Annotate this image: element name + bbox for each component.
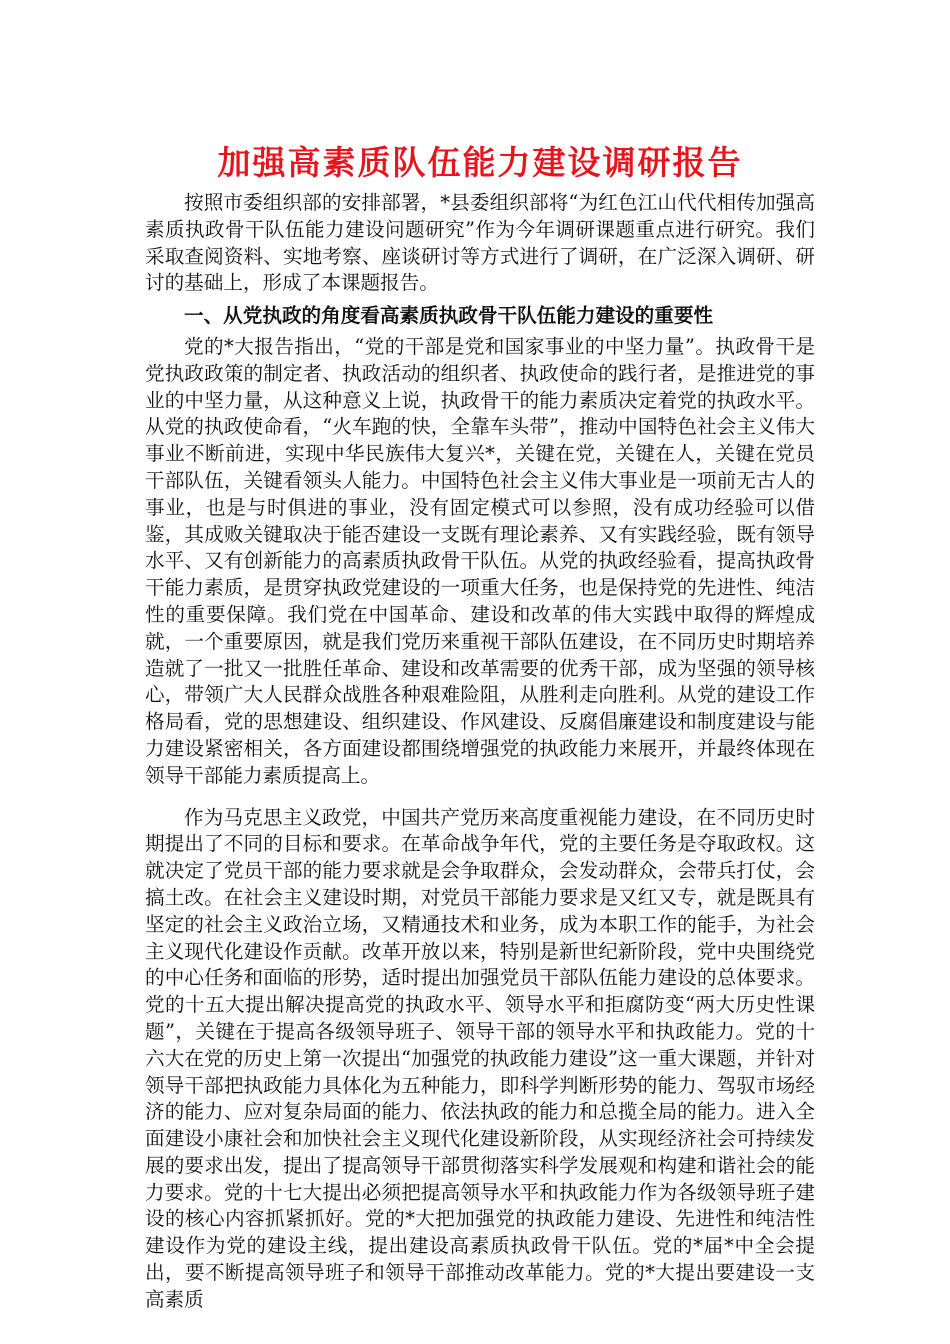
section-heading: 一、从党执政的角度看高素质执政骨干队伍能力建设的重要性: [184, 304, 714, 328]
body-paragraph: 作为马克思主义政党，中国共产党历来高度重视能力建设，在不同历史时期提出了不同的目标和要求。在革命战争年代，党的主要任务是夺取政权。这就决定了党员干部的能力要求就是会争取群众，会发动群众，会带兵打仗，会搞土改。在社会主义建设时期，对党员干部能力要求是又红又专，就是既具有坚定的社会主义政治立场，又精通技术和业务，成为本职工作的能手，为社会主义现代化建设作贡献。改革开放以来，特别是新世纪新阶段，党中央围绕党的中心任务和面临的形势，适时提出加强党员干部队伍能力建设的总体要求。党的十五大提出解决提高党的执政水平、领导水平和拒腐防变“两大历史性课题”，关键在于提高各级领导班子、领导干部的领导水平和执政能力。党的十六大在党的历史上第一次提出“加强党的执政能力建设”这一重大课题，并针对领导干部把执政能力具体化为五种能力，即科学判断形势的能力、驾驭市场经济的能力、应对复杂局面的能力、依法执政的能力和总揽全局的能力。进入全面建设小康社会和加快社会主义现代化建设新阶段，从实现经济社会可持续发展的要求出发，提出了提高领导干部贯彻落实科学发展观和构建和谐社会的能力要求。党的十七大提出必须把提高领导水平和执政能力作为各级领导班子建设的核心内容抓紧抓好。党的*大把加强党的执政能力建设、先进性和纯洁性建设作为党的建设主线，提出建设高素质执政骨干队伍。党的*届*中全会提出，要不断提高领导班子和领导干部推动改革能力。党的*大提出要建设一支高素质: [145, 805, 815, 1311]
document-title: 加强高素质队伍能力建设调研报告: [217, 143, 743, 182]
document-page: [145, 140, 815, 1314]
body-paragraph: 党的*大报告指出，“党的干部是党和国家事业的中坚力量”。执政骨干是党执政政策的制定者、执政活动的组织者、执政使命的践行者，是推进党的事业的中坚力量，从这种意义上说，执政骨干的能力素质决定着党的执政水平。从党的执政使命看，“火车跑的快，全靠车头带”，推动中国特色社会主义伟大事业不断前进，实现中华民族伟大复兴*，关键在党，关键在人，关键在党员干部队伍，关键看领头人能力。中国特色社会主义伟大事业是一项前无古人的事业，也是与时俱进的事业，没有固定模式可以参照，没有成功经验可以借鉴，其成败关键取决于能否建设一支既有理论素养、又有实践经验，既有领导水平、又有创新能力的高素质执政骨干队伍。从党的执政经验看，提高执政骨干能力素质，是贯穿执政党建设的一项重大任务，也是保持党的先进性、纯洁性的重要保障。我们党在中国革命、建设和改革的伟大实践中取得的辉煌成就，一个重要原因，就是我们党历来重视干部队伍建设，在不同历史时期培养造就了一批又一批胜任革命、建设和改革需要的优秀干部，成为坚强的领导核心，带领广大人民群众战胜各种艰难险阻，从胜利走向胜利。从党的建设工作格局看，党的思想建设、组织建设、作风建设、反腐倡廉建设和制度建设与能力建设紧密相关，各方面建设都围绕增强党的执政能力来展开，并最终体现在领导干部能力素质提高上。: [145, 334, 815, 787]
intro-paragraph: 按照市委组织部的安排部署，*县委组织部将“为红色江山代代相传加强高素质执政骨干队伍能力建设问题研究”作为今年调研课题重点进行研究。我们采取查阅资料、实地考察、座谈研讨等方式进行了调研，在广泛深入调研、研讨的基础上，形成了本课题报告。: [145, 191, 815, 295]
